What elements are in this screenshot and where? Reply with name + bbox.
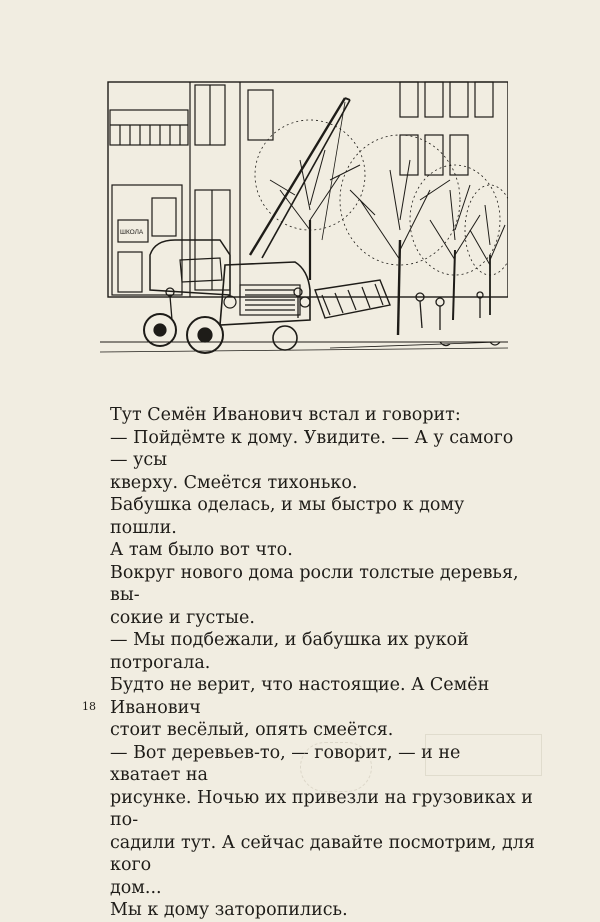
text-line: — Мы подбежали, и бабушка их рукой потрогала.	[110, 630, 469, 673]
illustration-drawing	[100, 80, 508, 370]
illustration-sign-text: ШКОЛА	[120, 229, 144, 236]
page-number: 18	[82, 700, 96, 713]
text-line: — Вот деревьев-то, — говорит, — и не хватает на	[110, 742, 461, 785]
text-line: кверху. Смеётся тихонько.	[110, 472, 358, 493]
text-line: Бабушка оделась, и мы быстро к дому пошли.	[110, 495, 465, 538]
text-line: Вокруг нового дома росли толстые деревья, вы-	[110, 562, 519, 605]
text-line: Мы к дому заторопились.	[110, 900, 348, 920]
text-line: садили тут. А сейчас давайте посмотрим, для кого	[110, 832, 535, 875]
main-text	[110, 404, 535, 922]
text-line: рисунке. Ночью их привезли на грузовиках и по-	[110, 787, 533, 830]
text-line: — Пойдёмте к дому. Увидите. — А у самого — усы	[110, 427, 514, 470]
text-line: сокие и густые.	[110, 607, 255, 628]
text-line: стоит весёлый, опять смеётся.	[110, 720, 394, 740]
text-line: Будто не верит, что настоящие. А Семён Иванович	[110, 675, 490, 718]
illustration-truck-crane-trees	[100, 80, 508, 370]
bleed-through-box	[425, 734, 542, 776]
text-line: Тут Семён Иванович встал и говорит:	[110, 405, 461, 425]
text-line: А там было вот что.	[110, 540, 293, 560]
library-stamp-ghost	[300, 742, 372, 792]
text-line: дом...	[110, 877, 162, 898]
